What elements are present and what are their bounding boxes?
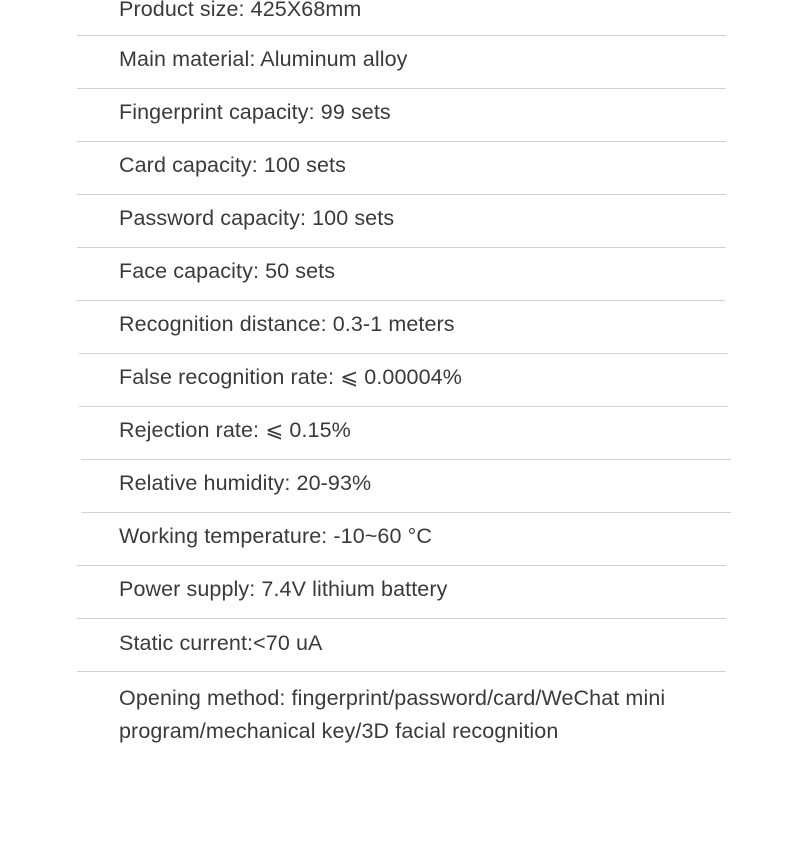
spec-face-capacity: Face capacity: 50 sets bbox=[119, 259, 336, 283]
divider bbox=[76, 300, 725, 301]
divider bbox=[77, 194, 726, 195]
spec-power-supply: Power supply: 7.4V lithium battery bbox=[119, 577, 448, 601]
divider bbox=[77, 618, 726, 619]
spec-opening-method: Opening method: fingerprint/password/card/WeChat mini program/mechanical key/3D facial recognition bbox=[119, 686, 666, 743]
divider bbox=[77, 141, 726, 142]
spec-rejection-rate: Rejection rate: ⩽ 0.15% bbox=[119, 418, 351, 442]
divider bbox=[77, 88, 726, 89]
divider bbox=[77, 565, 726, 566]
divider bbox=[79, 353, 728, 354]
spec-relative-humidity: Relative humidity: 20-93% bbox=[119, 471, 372, 495]
spec-static-current: Static current:<70 uA bbox=[119, 631, 323, 655]
divider bbox=[81, 512, 731, 513]
spec-main-material: Main material: Aluminum alloy bbox=[119, 47, 408, 71]
spec-product-size: Product size: 425X68mm bbox=[119, 0, 362, 21]
divider bbox=[77, 671, 726, 672]
spec-fingerprint-capacity: Fingerprint capacity: 99 sets bbox=[119, 100, 391, 124]
divider bbox=[77, 247, 726, 248]
spec-password-capacity: Password capacity: 100 sets bbox=[119, 206, 395, 230]
spec-false-recognition-rate: False recognition rate: ⩽ 0.00004% bbox=[119, 365, 462, 389]
spec-recognition-distance: Recognition distance: 0.3-1 meters bbox=[119, 312, 455, 336]
spec-card-capacity: Card capacity: 100 sets bbox=[119, 153, 346, 177]
divider bbox=[79, 406, 728, 407]
divider bbox=[81, 459, 731, 460]
divider bbox=[77, 35, 726, 36]
spec-working-temperature: Working temperature: -10~60 °C bbox=[119, 524, 432, 548]
